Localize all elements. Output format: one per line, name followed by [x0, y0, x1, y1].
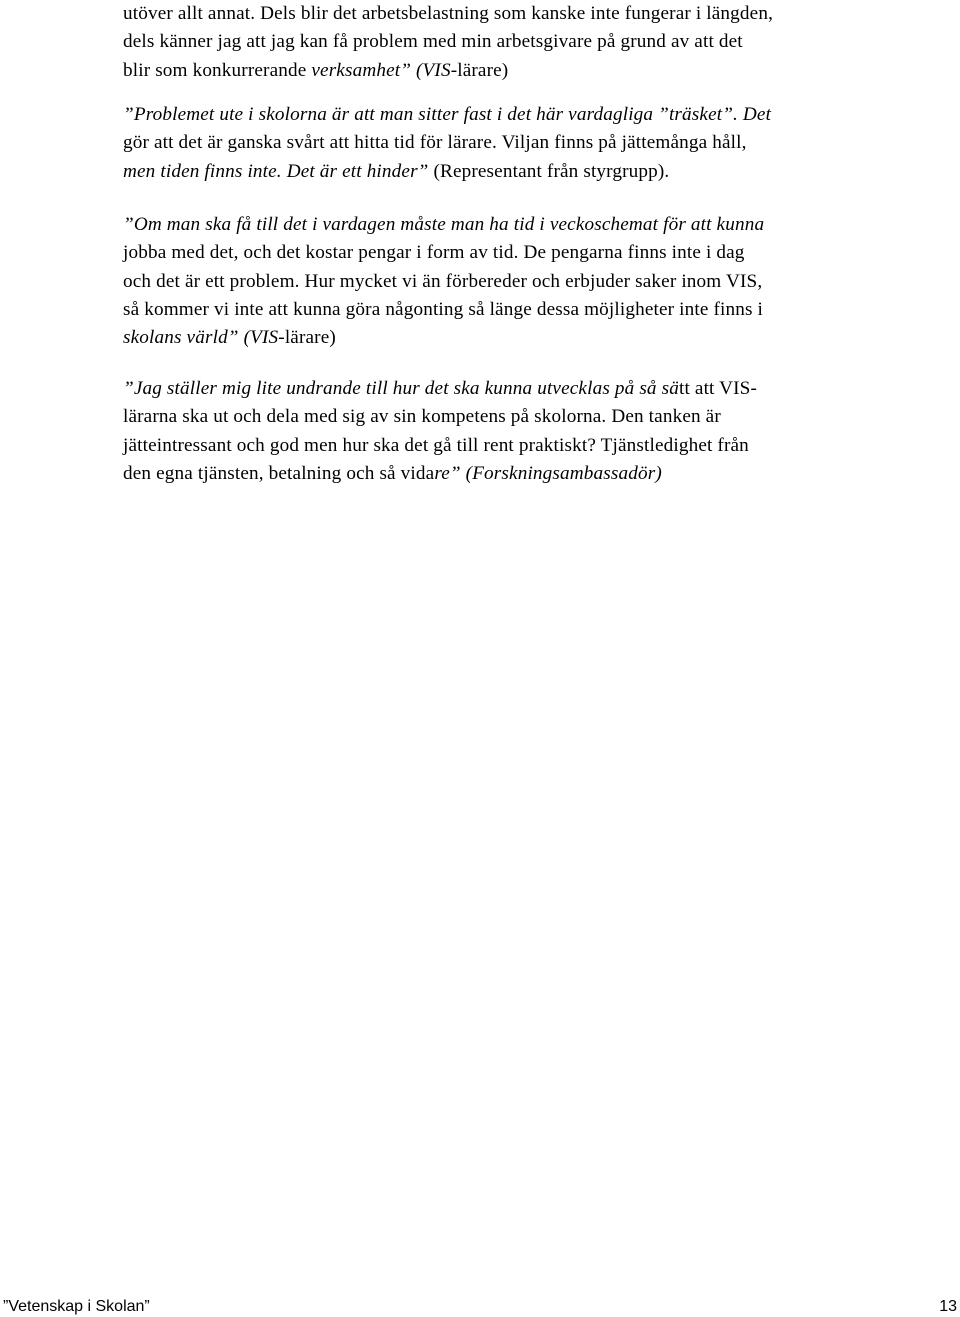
text-run: och det är ett problem. Hur mycket vi än förbereder och erbjuder saker inom VIS,: [123, 270, 763, 292]
text-run: tt att VIS-: [679, 378, 758, 399]
text-run-italic: skolans värld” (VIS: [123, 327, 279, 349]
text-run-italic: ”Problemet ute i skolorna är att man sitter fast i det här vardagliga ”träsket”. Det: [123, 104, 772, 125]
footer-title: ”Vetenskap i Skolan”: [3, 1298, 150, 1315]
paragraph-line: [123, 239, 764, 267]
text-run: lärarna ska ut och dela med sig av sin kompetens på skolorna. Den tanken är: [123, 406, 721, 428]
text-run: dels känner jag att jag kan få problem med min arbetsgivare på grund av att det: [123, 31, 743, 53]
page-number: 13: [939, 1298, 957, 1315]
paragraph-line: [123, 28, 773, 56]
text-run-italic: re” (Forskningsambassadör): [434, 462, 662, 484]
text-run: så kommer vi inte att kunna göra någonting så länge dessa möjligheter inte finns i: [123, 298, 764, 320]
paragraph-3: [123, 211, 764, 352]
paragraph-line: [123, 129, 771, 157]
text-run: utöver allt annat. Dels blir det arbetsbelastning som kanske inte fungerar i längden,: [123, 3, 774, 24]
text-run: -lärare): [450, 59, 509, 81]
paragraph-line: [123, 158, 771, 186]
paragraph-line: [123, 296, 764, 324]
paragraph-line: [123, 460, 757, 488]
text-run: jobba med det, och det kostar pengar i form av tid. De pengarna finns inte i dag: [123, 242, 745, 264]
text-run-italic: men tiden finns inte. Det är ett hinder”: [123, 160, 434, 182]
paragraph-line: [123, 403, 757, 431]
text-run: (Representant från styrgrupp).: [433, 160, 670, 182]
text-run-italic: ”Om man ska få till det i vardagen måste man ha tid i veckoschemat för att kunna: [123, 214, 765, 235]
text-run: gör att det är ganska svårt att hitta tid för lärare. Viljan finns på jättemånga håll,: [123, 132, 747, 154]
text-run: jätteintressant och god men hur ska det gå till rent praktiskt? Tjänstledighet från: [123, 434, 749, 456]
paragraph-line: [123, 268, 764, 296]
paragraph-line: [123, 0, 773, 28]
text-run-italic: verksamhet” (VIS: [311, 59, 451, 81]
text-run: blir som konkurrerande: [123, 59, 312, 81]
paragraph-line: [123, 211, 764, 239]
paragraph-line: [123, 375, 757, 403]
paragraph-line: [123, 324, 764, 352]
text-run: -lärare): [278, 327, 336, 349]
paragraph-1: [123, 0, 773, 85]
paragraph-2: [123, 101, 771, 186]
text-run-italic: ”Jag ställer mig lite undrande till hur det ska kunna utvecklas på så sä: [123, 378, 679, 399]
paragraph-line: [123, 432, 757, 460]
paragraph-line: [123, 57, 773, 85]
paragraph-line: [123, 101, 771, 129]
paragraph-4: [123, 375, 757, 488]
text-run: den egna tjänsten, betalning och så vida: [123, 462, 435, 484]
